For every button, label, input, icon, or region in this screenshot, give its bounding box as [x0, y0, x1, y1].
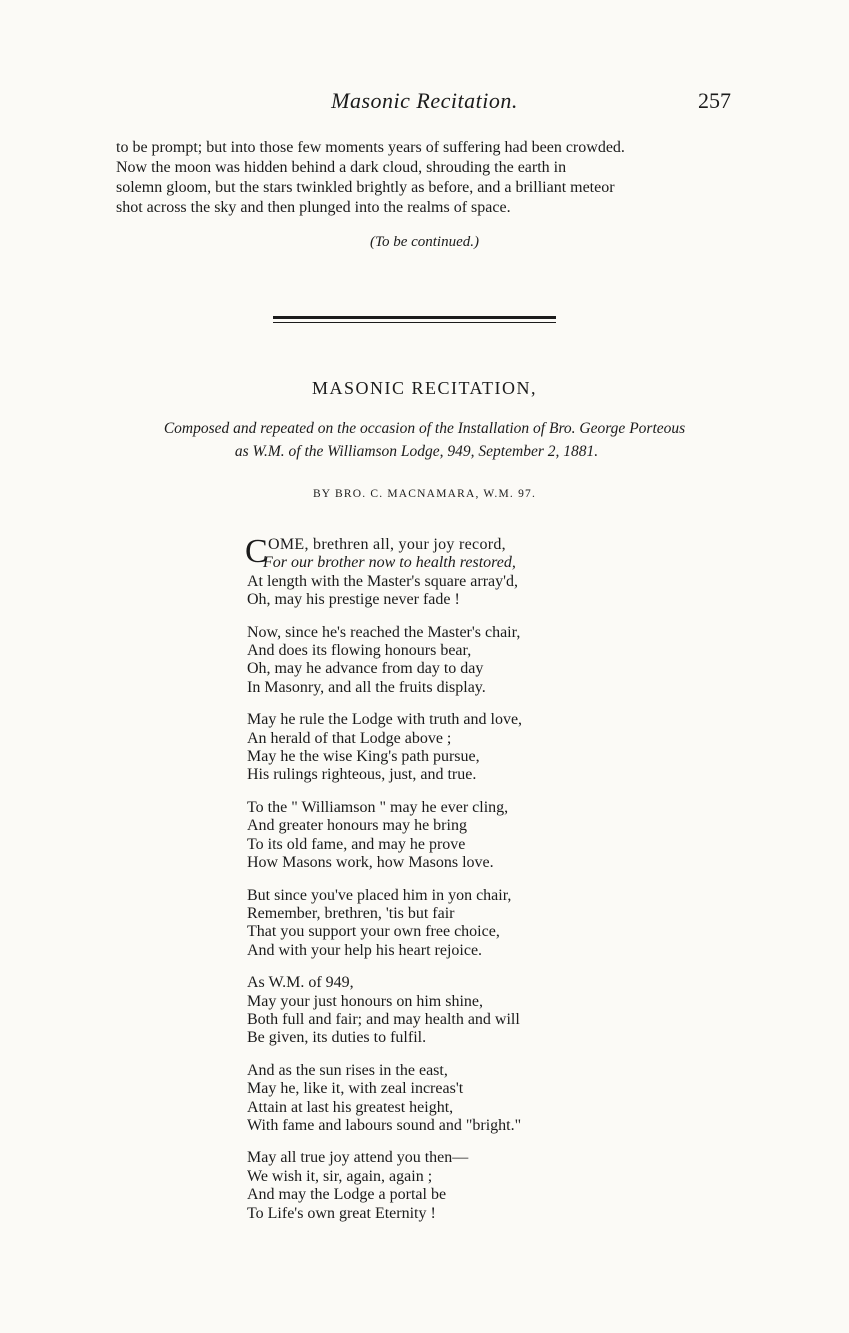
stanza	[247, 711, 667, 785]
stanza	[247, 974, 667, 1048]
poem-line: For our brother now to health restored,	[263, 554, 516, 572]
to-be-continued-note: (To be continued.)	[369, 234, 479, 250]
poem-line: Oh, may he advance from day to day	[247, 660, 484, 678]
poem-line: May all true joy attend you then—	[247, 1149, 469, 1167]
poem-line: May he rule the Lodge with truth and love,	[247, 711, 523, 729]
poem-line: May he, like it, with zeal increas't	[247, 1080, 464, 1098]
poem-line: Oh, may his prestige never fade !	[247, 591, 460, 609]
poem-title: MASONIC RECITATION,	[311, 378, 538, 398]
stanza	[247, 1149, 667, 1223]
poem-line: And does its flowing honours bear,	[247, 642, 472, 660]
running-header	[0, 88, 849, 118]
poem-line: Now, since he's reached the Master's chair,	[247, 623, 521, 641]
prose-line: shot across the sky and then plunged into the realms of space.	[116, 199, 511, 216]
poem-byline: BY BRO. C. MACNAMARA, W.M. 97.	[312, 488, 537, 500]
poem-line: Attain at last his greatest height,	[247, 1098, 454, 1116]
prose-line: to be prompt; but into those few moments years of suffering had been crowded.	[116, 139, 625, 156]
stanza	[247, 887, 667, 961]
poem-line: Be given, its duties to fulfil.	[247, 1029, 427, 1047]
stanza	[245, 533, 667, 610]
stanza	[247, 1062, 667, 1136]
poem-line: That you support your own free choice,	[247, 923, 500, 941]
poem-line: His rulings righteous, just, and true.	[247, 766, 477, 784]
poem-line: As W.M. of 949,	[247, 974, 354, 992]
poem-line: To Life's own great Eternity !	[247, 1204, 436, 1222]
poem-line: Both full and fair; and may health and will	[247, 1010, 520, 1028]
page-number: 257	[698, 88, 731, 113]
drop-cap: C	[245, 533, 268, 570]
poem-line: But since you've placed him in yon chair,	[247, 886, 512, 904]
poem-line: We wish it, sir, again, again ;	[247, 1167, 433, 1185]
stanza	[247, 624, 667, 698]
poem-line: To its old fame, and may he prove	[247, 835, 466, 853]
prose-line: solemn gloom, but the stars twinkled brightly as before, and a brilliant meteor	[116, 179, 615, 196]
poem-line: May your just honours on him shine,	[247, 992, 483, 1010]
poem-line: And may the Lodge a portal be	[247, 1186, 447, 1204]
stanza	[247, 799, 667, 873]
running-title: Masonic Recitation.	[331, 88, 518, 113]
poem-line: In Masonry, and all the fruits display.	[247, 678, 486, 696]
poem-line: An herald of that Lodge above ;	[247, 729, 452, 747]
section-divider-thick	[273, 316, 556, 319]
prose-line: Now the moon was hidden behind a dark cloud, shrouding the earth in	[116, 159, 567, 176]
prose-continuation	[116, 138, 728, 218]
poem-line: And greater honours may he bring	[247, 817, 467, 835]
poem-body	[245, 533, 667, 1237]
poem-line: Remember, brethren, 'tis but fair	[247, 904, 455, 922]
poem-line: To the " Williamson " may he ever cling,	[247, 798, 509, 816]
poem-line: At length with the Master's square array'd,	[247, 572, 519, 590]
poem-line: How Masons work, how Masons love.	[247, 854, 494, 872]
poem-line: May he the wise King's path pursue,	[247, 748, 480, 766]
poem-line: And with your help his heart rejoice.	[247, 941, 483, 959]
poem-line: And as the sun rises in the east,	[247, 1061, 448, 1079]
poem-subtitle-line-2: as W.M. of the Williamson Lodge, 949, September 2, 1881.	[234, 443, 599, 460]
poem-subtitle-line-1: Composed and repeated on the occasion of the Installation of Bro. George Porteous	[163, 420, 686, 437]
section-divider-thin	[273, 322, 556, 323]
poem-line: With fame and labours sound and "bright."	[247, 1116, 522, 1134]
first-line-text: OME, brethren all, your joy record,	[268, 536, 506, 553]
